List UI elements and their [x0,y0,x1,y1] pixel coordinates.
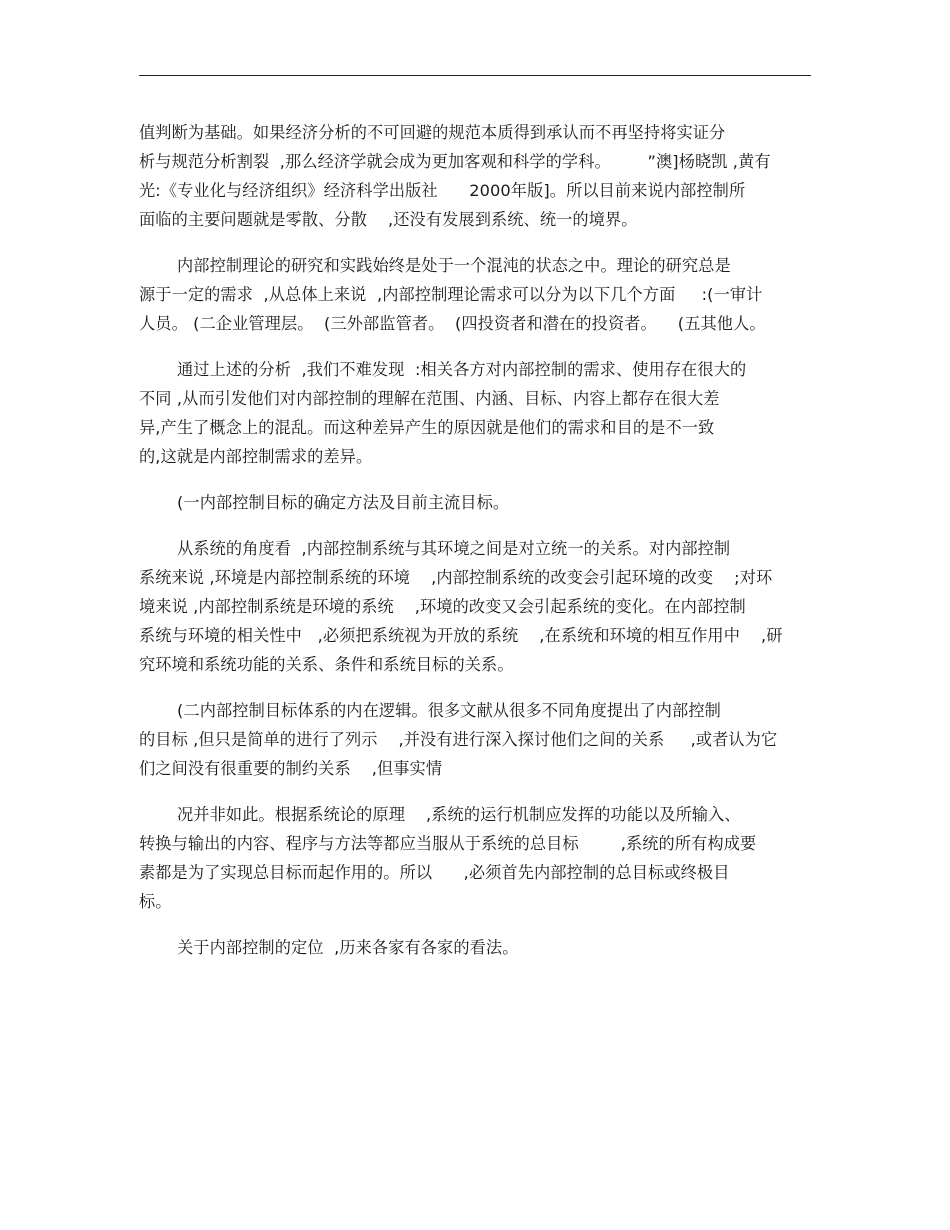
text-line: 系统与环境的相关性中 ,必须把系统视为开放的系统 ,在系统和环境的相互作用中 ,研 [139,626,783,645]
paragraph-5 [139,534,819,679]
text-line: 内部控制理论的研究和实践始终是处于一个混沌的状态之中。理论的研究总是 [177,256,731,275]
text-line: 异,产生了概念上的混乱。而这种差异产生的原因就是他们的需求和目的是不一致 [139,418,715,437]
text-line: 标。 [139,892,172,911]
paragraph-7 [139,800,819,916]
text-line: 通过上述的分析 ,我们不难发现 :相关各方对内部控制的需求、使用存在很大的 [177,360,747,379]
text-line: 转换与输出的内容、程序与方法等都应当服从于系统的总目标 ,系统的所有构成要 [139,834,757,853]
text-line: 况并非如此。根据系统论的原理 ,系统的运行机制应发挥的功能以及所输入、 [177,805,741,824]
text-line: 源于一定的需求 ,从总体上来说 ,内部控制理论需求可以分为以下几个方面 :(一审计 [139,285,763,304]
text-line: 析与规范分析割裂 ,那么经济学就会成为更加客观和科学的学科。 ”澳]杨晓凯 ,黄有 [139,152,771,171]
text-line: 不同 ,从而引发他们对内部控制的理解在范围、内涵、目标、内容上都存在很大差 [139,389,720,408]
paragraph-8 [139,933,819,962]
text-line: 究环境和系统功能的关系、条件和系统目标的关系。 [139,655,514,674]
text-line: 系统来说 ,环境是内部控制系统的环境 ,内部控制系统的改变会引起环境的改变 ;对环 [139,568,773,587]
text-line: 关于内部控制的定位 ,历来各家有各家的看法。 [177,938,519,957]
text-line: 素都是为了实现总目标而起作用的。所以 ,必须首先内部控制的总目标或终极目 [139,863,730,882]
paragraph-2 [139,251,819,338]
text-line: 面临的主要问题就是零散、分散 ,还没有发展到系统、统一的境界。 [139,210,638,229]
text-line: 人员。 (二企业管理层。 (三外部监管者。 (四投资者和潜在的投资者。 (五其他人。 [139,314,766,333]
paragraph-6 [139,696,819,783]
header-rule [139,75,811,76]
paragraph-1 [139,118,819,234]
text-line: 值判断为基础。如果经济分析的不可回避的规范本质得到承认而不再坚持将实证分 [139,123,726,142]
text-line: 光:《专业化与经济组织》经济科学出版社 2000年版]。所以目前来说内部控制所 [139,181,746,200]
text-line: 境来说 ,内部控制系统是环境的系统 ,环境的改变又会引起系统的变化。在内部控制 [139,597,746,616]
text-line: 的,这就是内部控制需求的差异。 [139,447,373,466]
paragraph-3 [139,355,819,471]
text-line: (二内部控制目标体系的内在逻辑。很多文献从很多不同角度提出了内部控制 [177,701,721,720]
paragraph-4 [139,488,819,517]
document-body [139,118,819,979]
section-heading: (一内部控制目标的确定方法及目前主流目标。 [177,493,510,512]
text-line: 的目标 ,但只是简单的进行了列示 ,并没有进行深入探讨他们之间的关系 ,或者认为它 [139,730,778,749]
text-line: 从系统的角度看 ,内部控制系统与其环境之间是对立统一的关系。对内部控制 [177,539,731,558]
text-line: 们之间没有很重要的制约关系 ,但事实情 [139,759,443,778]
